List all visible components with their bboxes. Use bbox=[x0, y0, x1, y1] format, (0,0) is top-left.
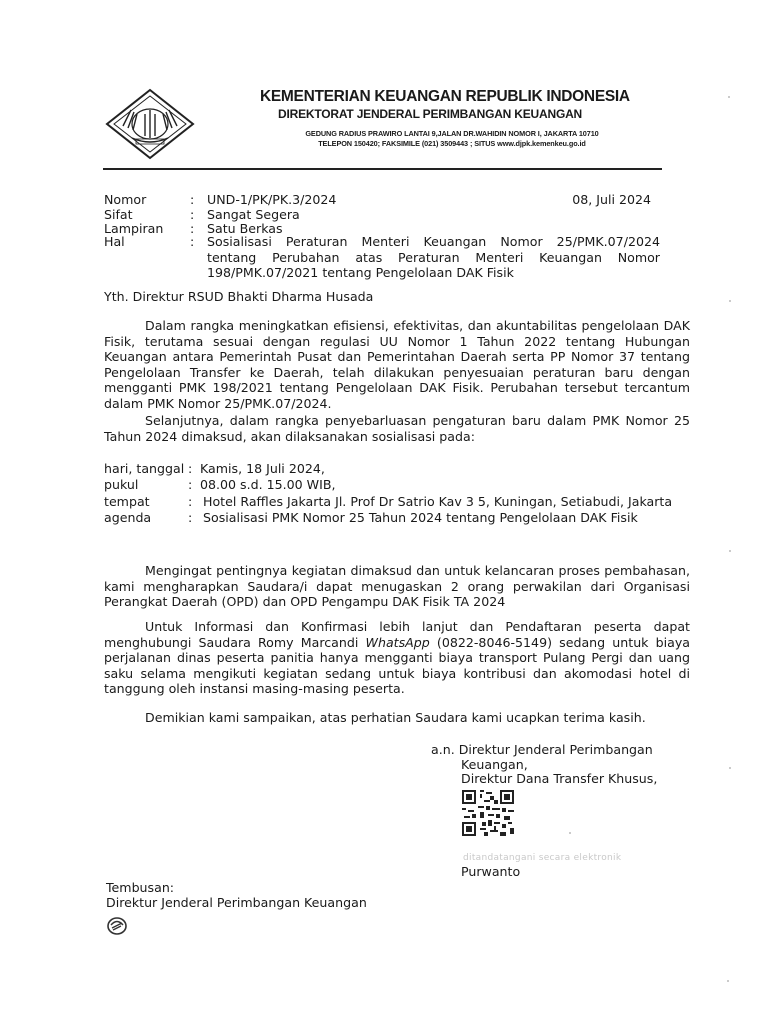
hal-label: Hal bbox=[104, 234, 125, 249]
electronic-signature-note: ditandatangani secara elektronik bbox=[463, 853, 622, 863]
signature-position: Direktur Dana Transfer Khusus, bbox=[461, 771, 658, 786]
contact-line: TELEPON 150420; FAKSIMILE (021) 3509443 ; SITUS www.djpk.kemenkeu.go.id bbox=[318, 138, 586, 148]
signature-on-behalf: a.n. Direktur Jenderal Perimbangan bbox=[431, 742, 653, 757]
scan-speck bbox=[729, 550, 731, 552]
schedule-label-agenda: agenda bbox=[104, 510, 152, 525]
whatsapp-label: WhatsApp bbox=[365, 634, 430, 650]
contact-text-post: (0822-8046-5149) sedang untuk biaya perjalanan dinas peserta panitia hanya mengganti biaya transport Pulang Pergi dan uang saku selama mengikuti kegiatan sedang untuk biaya kontribusi dan akomodasi hotel di tanggung oleh instansi masing-masing peserta. bbox=[104, 634, 690, 697]
paragraph-request: Mengingat pentingnya kegiatan dimaksud dan untuk kelancaran proses pembahasan, kami mengharapkan Saudara/i dapat menugaskan 2 orang perwakilan dari Organisasi Perangkat Daerah (OPD) dan OPD Pengampu DAK Fisik TA 2024 bbox=[104, 563, 690, 610]
header-divider bbox=[103, 168, 662, 170]
schedule-value-place: Hotel Raffles Jakarta Jl. Prof Dr Satrio Kav 3 5, Kuningan, Setiabudi, Jakarta bbox=[203, 494, 673, 509]
scan-speck bbox=[728, 96, 730, 98]
colon: : bbox=[190, 207, 195, 222]
colon: : bbox=[188, 494, 193, 509]
recipient: Yth. Direktur RSUD Bhakti Dharma Husada bbox=[104, 289, 374, 304]
scan-speck bbox=[569, 832, 571, 834]
sifat-label: Sifat bbox=[104, 207, 133, 222]
schedule-value-time: 08.00 s.d. 15.00 WIB, bbox=[200, 477, 336, 492]
sifat-value: Sangat Segera bbox=[207, 207, 300, 222]
paragraph-closing: Demikian kami sampaikan, atas perhatian Saudara kami ucapkan terima kasih. bbox=[145, 710, 646, 725]
colon: : bbox=[188, 510, 193, 525]
lampiran-label: Lampiran bbox=[104, 221, 164, 236]
cc-title: Tembusan: bbox=[106, 880, 175, 895]
paragraph-followup: Selanjutnya, dalam rangka penyebarluasan pengaturan baru dalam PMK Nomor 25 Tahun 2024 dimaksud, akan dilaksanakan sosialisasi pada: bbox=[104, 413, 690, 444]
ministry-emblem-icon bbox=[104, 88, 196, 160]
colon: : bbox=[188, 461, 193, 476]
schedule-label-time: pukul bbox=[104, 477, 139, 492]
schedule-label-day: hari, tanggal bbox=[104, 461, 185, 476]
signature-on-behalf-cont: Keuangan, bbox=[461, 757, 528, 772]
scan-speck bbox=[729, 300, 731, 302]
directorate-name: DIREKTORAT JENDERAL PERIMBANGAN KEUANGAN bbox=[278, 107, 583, 121]
footer-emblem-icon bbox=[106, 916, 128, 936]
nomor-value: UND-1/PK/PK.3/2024 bbox=[207, 192, 337, 207]
colon: : bbox=[190, 221, 195, 236]
cc-item: Direktur Jenderal Perimbangan Keuangan bbox=[106, 895, 367, 910]
scan-speck bbox=[729, 767, 731, 769]
colon: : bbox=[188, 477, 193, 492]
schedule-value-day: Kamis, 18 Juli 2024, bbox=[200, 461, 325, 476]
paragraph-intro: Dalam rangka meningkatkan efisiensi, efektivitas, dan akuntabilitas pengelolaan DAK Fisik, terutama sesuai dengan regulasi UU Nomor 1 Tahun 2022 tentang Hubungan Keuangan antara Pemerintah Pusat dan Pemerintahan Daerah serta PP Nomor 37 tentang Pengelolaan Transfer ke Daerah, telah dilakukan penyesuaian peraturan baru dengan mengganti PMK 198/2021 tentang Pengelolaan DAK Fisik. Perubahan tersebut tercantum dalam PMK Nomor 25/PMK.07/2024. bbox=[104, 318, 690, 411]
contact-text-pre: Untuk Informasi dan Konfirmasi lebih lanjut dan Pendaftaran peserta dapat menghubungi Saudara Romy Marcandi bbox=[104, 619, 690, 650]
nomor-label: Nomor bbox=[104, 192, 147, 207]
paragraph-contact bbox=[104, 619, 690, 697]
hal-value: Sosialisasi Peraturan Menteri Keuangan Nomor 25/PMK.07/2024 tentang Perubahan atas Peraturan Menteri Keuangan Nomor 198/PMK.07/2021 tentang Pengelolaan DAK Fisik bbox=[207, 234, 660, 280]
qr-code-icon bbox=[462, 790, 514, 836]
colon: : bbox=[190, 192, 195, 207]
address-block bbox=[272, 129, 632, 148]
schedule-label-place: tempat bbox=[104, 494, 150, 509]
lampiran-value: Satu Berkas bbox=[207, 221, 283, 236]
ministry-name: KEMENTERIAN KEUANGAN REPUBLIK INDONESIA bbox=[260, 88, 630, 105]
address-line: GEDUNG RADIUS PRAWIRO LANTAI 9,JALAN DR.WAHIDIN NOMOR I, JAKARTA 10710 bbox=[305, 129, 599, 138]
letter-date: 08, Juli 2024 bbox=[572, 192, 651, 207]
signatory-name: Purwanto bbox=[461, 864, 521, 879]
schedule-value-agenda: Sosialisasi PMK Nomor 25 Tahun 2024 tentang Pengelolaan DAK Fisik bbox=[203, 510, 638, 525]
colon: : bbox=[190, 234, 195, 249]
scan-speck bbox=[727, 980, 729, 982]
